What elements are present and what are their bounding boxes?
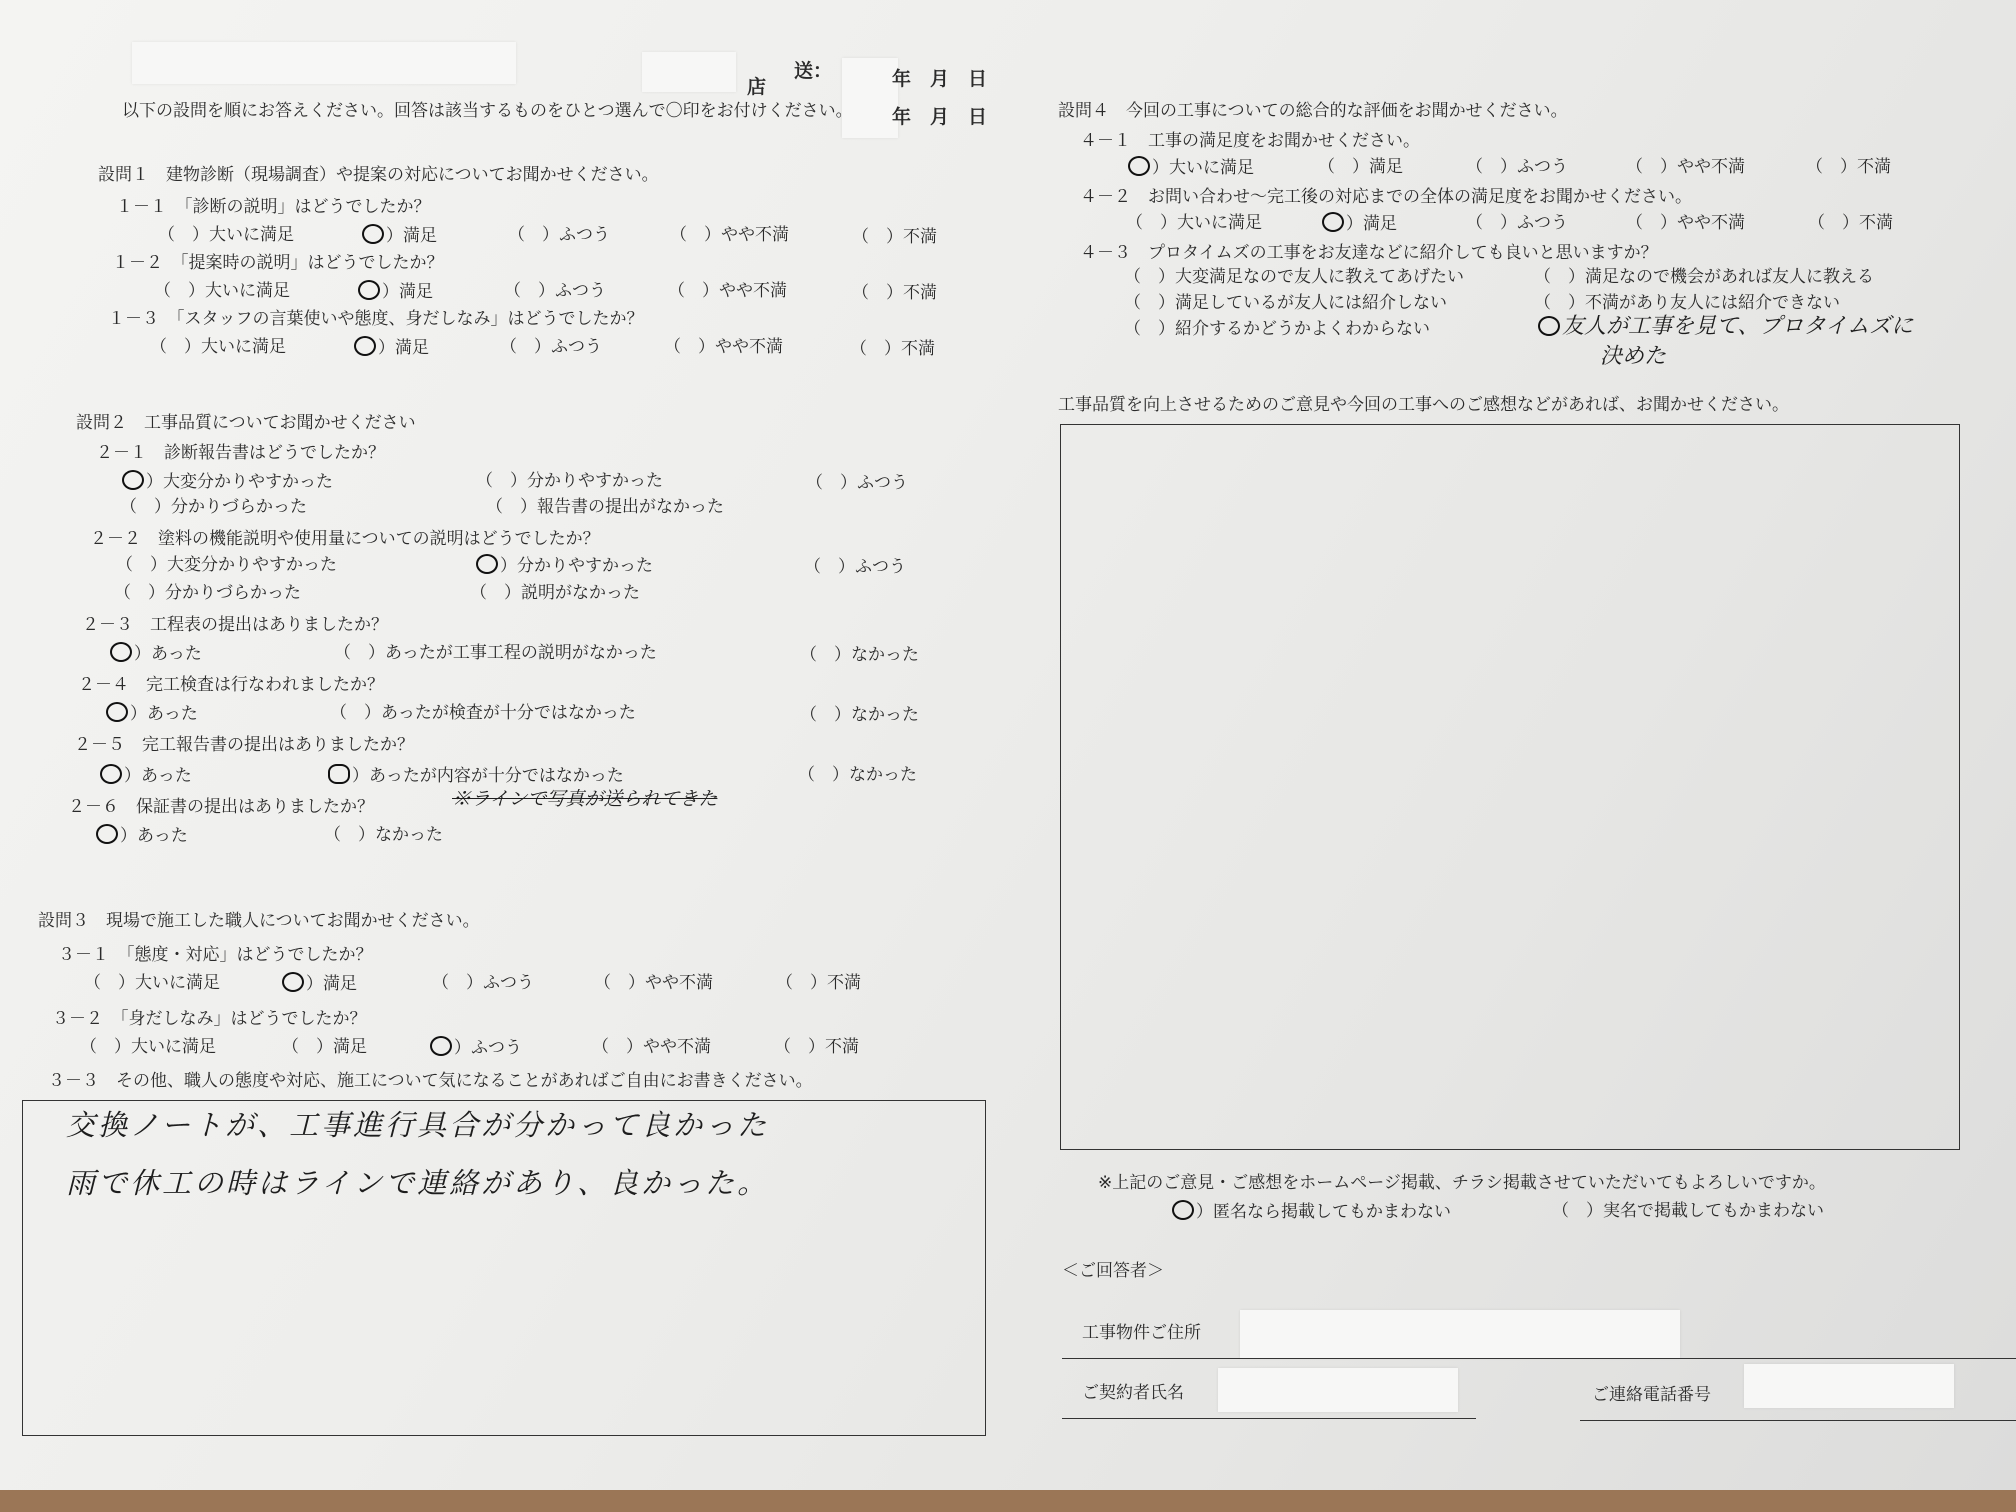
selected-circle-icon bbox=[122, 470, 144, 490]
q2-1-option-2: （ ）分かりやすかった bbox=[476, 471, 663, 491]
selected-circle-icon bbox=[1128, 156, 1150, 176]
selected-circle-icon bbox=[96, 824, 118, 844]
selected-circle-icon bbox=[362, 224, 384, 244]
q2-1-selected: ）大変分かりやすかった bbox=[120, 470, 333, 493]
q4-2-selected: ）満足 bbox=[1320, 212, 1397, 235]
wood-table-edge bbox=[0, 1490, 2016, 1512]
publish-question: ※上記のご意見・ご感想をホームページ掲載、チラシ掲載させていただいてもよろしいですか。 bbox=[1098, 1173, 1826, 1193]
q2-6-option-2: （ ）なかった bbox=[324, 825, 443, 845]
q4-2-option-1: （ ）大いに満足 bbox=[1126, 213, 1262, 233]
q4-2-option-5: （ ）不満 bbox=[1808, 213, 1893, 233]
q2-title: 設問２ 工事品質についてお聞かせください bbox=[76, 413, 416, 433]
publish-selected: ）匿名なら掲載してもかまわない bbox=[1170, 1200, 1451, 1223]
q1-2-option-3: （ ）ふつう bbox=[504, 281, 606, 301]
q3-1-option-1: （ ）大いに満足 bbox=[84, 973, 220, 993]
q1-3-option-4: （ ）やや不満 bbox=[664, 337, 783, 357]
q1-1-options: （ ）大いに満足 bbox=[158, 225, 294, 245]
send-date: 年 月 日 bbox=[892, 68, 988, 90]
q4-3-option-3: （ ）満足しているが友人には紹介しない bbox=[1124, 293, 1447, 313]
selected-circle-icon bbox=[1322, 212, 1344, 232]
q3-1-selected: ）満足 bbox=[280, 972, 357, 995]
q2-4-question: ２－４ 完工検査は行なわれましたか？ bbox=[78, 675, 384, 695]
q4-1-question: ４－１ 工事の満足度をお聞かせください。 bbox=[1080, 131, 1420, 151]
q2-4-selected: ）あった bbox=[104, 702, 198, 725]
contractor-underline bbox=[1062, 1418, 1476, 1419]
selected-circle-icon bbox=[476, 554, 498, 574]
q2-1-option-5: （ ）報告書の提出がなかった bbox=[486, 497, 724, 517]
q1-1-option-5: （ ）不満 bbox=[852, 227, 937, 247]
q2-5-option-2: ）あったが内容が十分ではなかった bbox=[326, 764, 624, 787]
q2-2-selected: ）分かりやすかった bbox=[474, 554, 653, 577]
q2-1-option-4: （ ）分かりづらかった bbox=[120, 497, 307, 517]
q1-title: 設問１ 建物診断（現場調査）や提案の対応についてお聞かせください。 bbox=[98, 165, 659, 185]
q3-1-option-3: （ ）ふつう bbox=[432, 973, 534, 993]
q3-1-question: ３－１ 「態度・対応」はどうでしたか？ bbox=[58, 945, 373, 965]
instructions: 以下の設問を順にお答えください。回答は該当するものをひとつ選んで〇印をお付けください。 bbox=[122, 101, 853, 121]
contractor-label: ご契約者氏名 bbox=[1082, 1383, 1184, 1403]
q2-5-question: ２－５ 完工報告書の提出はありましたか？ bbox=[74, 735, 414, 755]
q2-1-question: ２－１ 診断報告書はどうでしたか？ bbox=[96, 443, 385, 463]
redaction-date bbox=[842, 58, 898, 138]
address-label: 工事物件ご住所 bbox=[1082, 1323, 1201, 1343]
q3-1-option-5: （ ）不満 bbox=[776, 973, 861, 993]
q1-3-question: １－３ 「スタッフの言葉使いや態度、身だしなみ」はどうでしたか？ bbox=[108, 309, 644, 329]
q1-2-option-4: （ ）やや不満 bbox=[668, 281, 787, 301]
q4-2-question: ４－２ お問い合わせ～完工後の対応までの全体の満足度をお聞かせください。 bbox=[1080, 187, 1692, 207]
q3-title: 設問３ 現場で施工した職人についてお聞かせください。 bbox=[38, 911, 480, 931]
selected-circle-icon bbox=[430, 1036, 452, 1056]
q4-3-handwritten-selected: 友人が工事を見て、プロタイムズに bbox=[1536, 316, 1913, 338]
crossed-circle-icon bbox=[328, 764, 350, 784]
q4-2-option-4: （ ）やや不満 bbox=[1626, 213, 1745, 233]
q1-1-question: １－１ 「診断の説明」はどうでしたか？ bbox=[116, 197, 431, 217]
q4-1-option-2: （ ）満足 bbox=[1318, 157, 1403, 177]
q1-2-option-1: （ ）大いに満足 bbox=[154, 281, 290, 301]
q3-2-selected: ）ふつう bbox=[428, 1036, 522, 1059]
selected-circle-icon bbox=[354, 336, 376, 356]
redaction-name bbox=[132, 42, 516, 84]
phone-label: ご連絡電話番号 bbox=[1592, 1385, 1711, 1405]
q4-3-option-1: （ ）大変満足なので友人に教えてあげたい bbox=[1124, 267, 1464, 287]
q2-4-option-2: （ ）あったが検査が十分ではなかった bbox=[330, 703, 636, 723]
publish-option-2: （ ）実名で掲載してもかまわない bbox=[1552, 1201, 1824, 1221]
redaction-phone bbox=[1744, 1364, 1954, 1408]
q1-1-option-3: （ ）ふつう bbox=[508, 225, 610, 245]
q3-2-question: ３－２ 「身だしなみ」はどうでしたか？ bbox=[52, 1009, 367, 1029]
q1-2-option-5: （ ）不満 bbox=[852, 283, 937, 303]
q2-5-option-3: （ ）なかった bbox=[798, 765, 917, 785]
q2-4-option-3: （ ）なかった bbox=[800, 705, 919, 725]
q1-3-option-5: （ ）不満 bbox=[850, 339, 935, 359]
q4-1-option-3: （ ）ふつう bbox=[1466, 157, 1568, 177]
q4-1-option-5: （ ）不満 bbox=[1806, 157, 1891, 177]
q1-1-selected: ）満足 bbox=[360, 224, 437, 247]
q2-5-struck-note: ※ラインで写真が送られてきた bbox=[452, 788, 718, 810]
q4-title: 設問４ 今回の工事についての総合的な評価をお聞かせください。 bbox=[1058, 101, 1568, 121]
q2-2-option-4: （ ）分かりづらかった bbox=[114, 583, 301, 603]
q2-5-selected: ）あった bbox=[98, 764, 192, 787]
q2-3-selected: ）あった bbox=[108, 642, 202, 665]
redaction-store bbox=[642, 52, 736, 92]
q4-3-option-5: （ ）紹介するかどうかよくわからない bbox=[1124, 319, 1430, 339]
q4-1-selected: ）大いに満足 bbox=[1126, 156, 1254, 179]
feedback-box[interactable] bbox=[1060, 424, 1960, 1150]
q3-2-option-5: （ ）不満 bbox=[774, 1037, 859, 1057]
q2-6-question: ２－６ 保証書の提出はありましたか？ bbox=[68, 797, 374, 817]
q1-2-selected: ）満足 bbox=[356, 280, 433, 303]
selected-circle-icon bbox=[100, 764, 122, 784]
selected-circle-icon bbox=[282, 972, 304, 992]
q2-6-selected: ）あった bbox=[94, 824, 188, 847]
q3-2-option-2: （ ）満足 bbox=[282, 1037, 367, 1057]
q2-3-option-3: （ ）なかった bbox=[800, 645, 919, 665]
q2-1-option-3: （ ）ふつう bbox=[806, 473, 908, 493]
q4-2-option-3: （ ）ふつう bbox=[1466, 213, 1568, 233]
q2-2-option-5: （ ）説明がなかった bbox=[470, 583, 640, 603]
phone-underline bbox=[1580, 1420, 2016, 1421]
store-label: 店 bbox=[747, 76, 767, 98]
q1-3-selected: ）満足 bbox=[352, 336, 429, 359]
reply-date: 年 月 日 bbox=[892, 106, 988, 128]
q3-3-question: ３－３ その他、職人の態度や対応、施工について気になることがあればご自由にお書きください。 bbox=[48, 1071, 813, 1091]
q3-3-answer-line-1: 交換ノートが、工事進行具合が分かって良かった bbox=[66, 1108, 770, 1142]
selected-circle-icon bbox=[358, 280, 380, 300]
q4-3-option-2: （ ）満足なので機会があれば友人に教える bbox=[1534, 267, 1874, 287]
redaction-contractor bbox=[1218, 1368, 1458, 1412]
respondent-label: ＜ご回答者＞ bbox=[1062, 1261, 1164, 1281]
q1-1-option-4: （ ）やや不満 bbox=[670, 225, 789, 245]
selected-circle-icon bbox=[106, 702, 128, 722]
q3-2-option-1: （ ）大いに満足 bbox=[80, 1037, 216, 1057]
q2-3-option-2: （ ）あったが工事工程の説明がなかった bbox=[334, 643, 657, 663]
q2-2-option-1: （ ）大変分かりやすかった bbox=[116, 555, 337, 575]
selected-circle-icon bbox=[1172, 1200, 1194, 1220]
send-label: 送： bbox=[794, 60, 833, 82]
selected-circle-icon bbox=[110, 642, 132, 662]
q1-2-question: １－２ 「提案時の説明」はどうでしたか？ bbox=[112, 253, 444, 273]
q4-3-question: ４－３ プロタイムズの工事をお友達などに紹介しても良いと思いますか？ bbox=[1080, 243, 1658, 263]
redaction-address bbox=[1240, 1310, 1680, 1358]
q3-2-option-4: （ ）やや不満 bbox=[592, 1037, 711, 1057]
q2-3-question: ２－３ 工程表の提出はありましたか？ bbox=[82, 615, 388, 635]
feedback-prompt: 工事品質を向上させるためのご意見や今回の工事へのご感想などがあれば、お聞かせください。 bbox=[1058, 395, 1789, 415]
q1-3-option-3: （ ）ふつう bbox=[500, 337, 602, 357]
q3-1-option-4: （ ）やや不満 bbox=[594, 973, 713, 993]
q4-3-option-4: （ ）不満があり友人には紹介できない bbox=[1534, 293, 1840, 313]
q3-3-answer-box[interactable] bbox=[22, 1100, 986, 1436]
q4-1-option-4: （ ）やや不満 bbox=[1626, 157, 1745, 177]
q2-2-question: ２－２ 塗料の機能説明や使用量についての説明はどうでしたか？ bbox=[90, 529, 600, 549]
address-underline bbox=[1062, 1358, 2016, 1359]
q1-3-option-1: （ ）大いに満足 bbox=[150, 337, 286, 357]
q4-3-handwritten-line-2: 決めた bbox=[1600, 344, 1667, 369]
q2-2-option-3: （ ）ふつう bbox=[804, 557, 906, 577]
selected-circle-icon bbox=[1538, 316, 1560, 336]
q3-3-answer-line-2: 雨で休工の時はラインで連絡があり、良かった。 bbox=[66, 1166, 770, 1200]
